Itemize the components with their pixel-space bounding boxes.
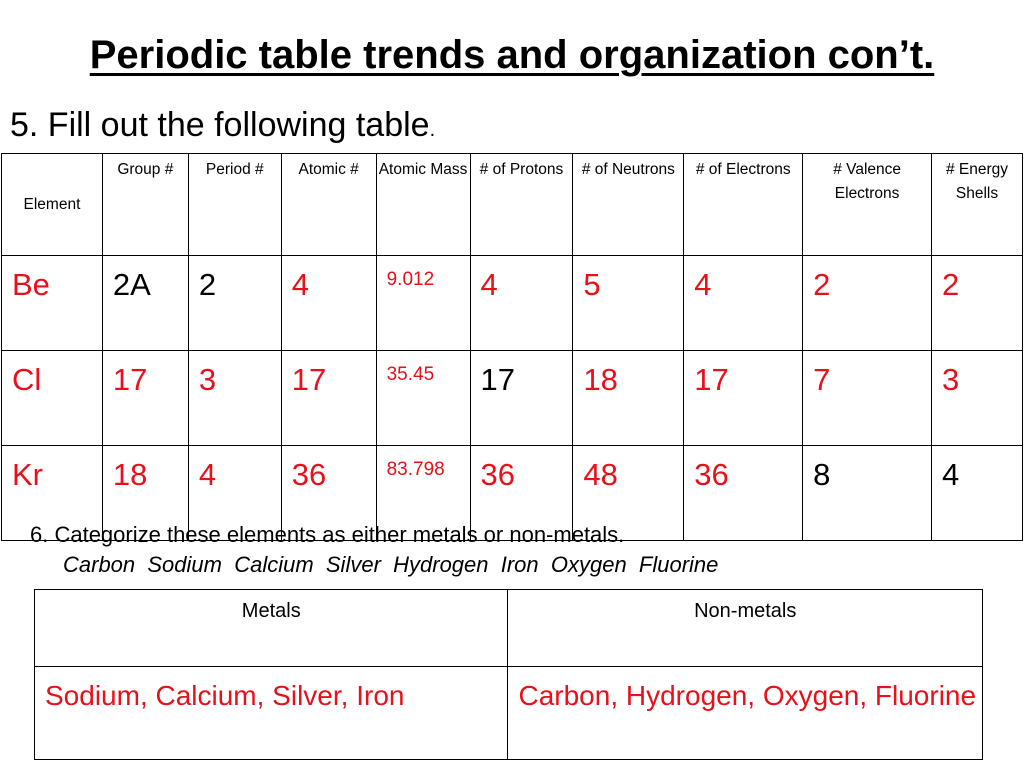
cell-group: 17 [102,351,188,446]
table-row [2,256,1023,351]
cell-element: Be [2,256,103,351]
table-header-row [2,154,1023,256]
cell-period: 3 [188,351,281,446]
cell-element: Cl [2,351,103,446]
cell-atomic-mass: 83.798 [376,446,470,541]
category-row [35,667,983,760]
element-list: Carbon Sodium Calcium Silver Hydrogen Iron Oxygen Fluorine [63,552,719,577]
cell-atomic-mass: 35.45 [376,351,470,446]
cell-electrons: 17 [684,351,803,446]
cell-neutrons: 48 [573,446,684,541]
cell-group: 2A [102,256,188,351]
header-neutrons: # of Neutrons [573,154,684,256]
cell-valence: 7 [803,351,932,446]
question-5-dot: . [429,119,436,141]
header-atomic-mass: Atomic Mass [376,154,470,256]
header-atomic-number: Atomic # [281,154,376,256]
header-group: Group # [102,154,188,256]
cell-electrons: 4 [684,256,803,351]
cell-neutrons: 18 [573,351,684,446]
cell-neutrons: 5 [573,256,684,351]
cell-protons: 17 [470,351,573,446]
cell-energy-shells: 4 [932,446,1023,541]
header-electrons: # of Electrons [684,154,803,256]
cell-element: Kr [2,446,103,541]
cell-atomic-number: 36 [281,446,376,541]
header-protons: # of Protons [470,154,573,256]
element-table [1,153,1023,541]
cell-energy-shells: 2 [932,256,1023,351]
cell-atomic-number: 17 [281,351,376,446]
cell-period: 2 [188,256,281,351]
cell-valence: 2 [803,256,932,351]
table-row [2,351,1023,446]
cell-electrons: 36 [684,446,803,541]
cell-protons: 36 [470,446,573,541]
question-5-text: 5. Fill out the following table [10,106,430,144]
question-6 [30,520,718,580]
cell-group: 18 [102,446,188,541]
cell-valence: 8 [803,446,932,541]
header-energy-shells: # Energy Shells [932,154,1023,256]
nonmetals-answer: Carbon, Hydrogen, Oxygen, Fluorine [508,667,983,760]
header-period: Period # [188,154,281,256]
metals-answer: Sodium, Calcium, Silver, Iron [35,667,508,760]
category-table [34,589,983,760]
header-nonmetals: Non-metals [508,590,983,667]
cell-energy-shells: 3 [932,351,1023,446]
cell-protons: 4 [470,256,573,351]
category-header-row [35,590,983,667]
question-5 [10,103,435,152]
header-element: Element [2,154,103,256]
header-metals: Metals [35,590,508,667]
header-valence: # Valence Electrons [803,154,932,256]
cell-atomic-number: 4 [281,256,376,351]
page-title: Periodic table trends and organization con’t. [89,33,935,77]
cell-atomic-mass: 9.012 [376,256,470,351]
cell-period: 4 [188,446,281,541]
question-6-prompt: 6. Categorize these elements as either metals or non-metals. [30,522,625,547]
